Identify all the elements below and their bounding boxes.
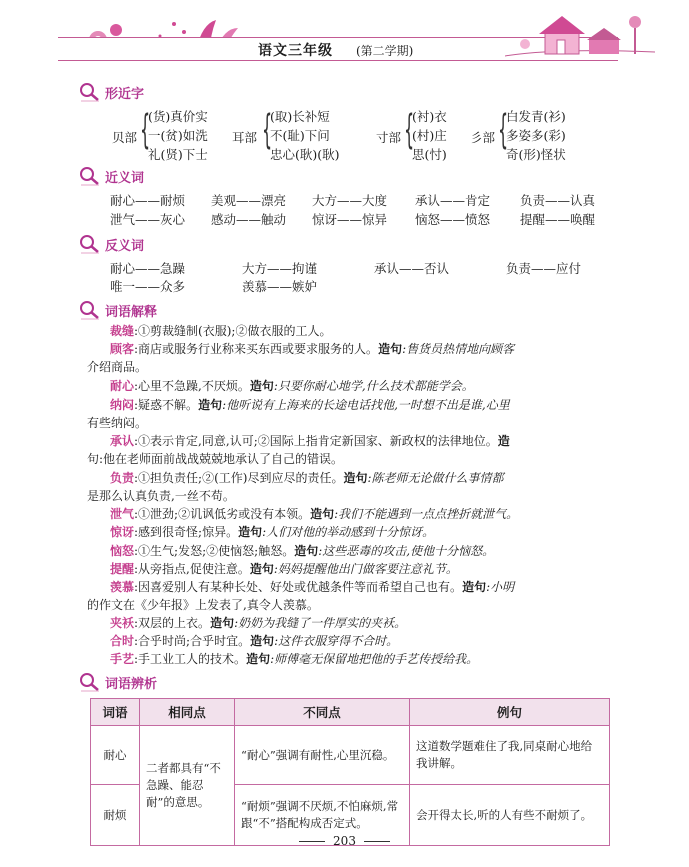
entry-xieqi: [110, 505, 614, 523]
book-subtitle: (第二学期): [356, 44, 414, 58]
entry-word: 承认: [110, 434, 135, 448]
list-item: 不(耻)下问: [270, 128, 330, 143]
example-label: 造句: [249, 562, 274, 576]
entry-jingya: [110, 523, 614, 541]
entry-fuze: [110, 469, 614, 487]
list-item: 一(贫)如洗: [148, 128, 208, 143]
column-header: 不同点: [235, 699, 410, 726]
example-label: 句: [87, 452, 100, 466]
example-text: :我们不能遇到一点点挫折就泄气。: [334, 507, 519, 521]
entry-chengren: [110, 432, 614, 450]
section-ciyubianxi: [79, 672, 157, 692]
example-label: 造句: [250, 634, 275, 648]
entry-word: 羡慕: [110, 580, 135, 594]
section-title: 反义词: [105, 238, 145, 254]
entry-word: 手艺: [110, 652, 135, 666]
entry-jiaao: [110, 614, 614, 632]
list-item: (村)庄: [412, 128, 447, 143]
magnifier-icon: [79, 234, 101, 254]
entry-definition: :感到很奇怪;惊异。: [134, 525, 239, 539]
example-text: :奶奶为我缝了一件厚实的夹袄。: [234, 616, 407, 630]
example-text: 介绍商品。: [87, 360, 148, 374]
list-item: 奇(形)怪状: [506, 147, 566, 162]
group-label: 寸部: [376, 130, 402, 145]
example-label: 造句: [294, 544, 319, 558]
entry-word: 裁缝: [110, 324, 135, 338]
example-label: 造句: [210, 616, 235, 630]
example-text: :这些恶毒的攻击,使他十分恼怒。: [318, 544, 495, 558]
list-item: 多姿多(彩): [506, 128, 566, 143]
entry-xianmu: [110, 578, 614, 596]
entry-heshi: [110, 632, 614, 650]
example-label: 造句: [249, 379, 274, 393]
word-pair: 负责——应付: [506, 261, 582, 276]
entry-word: 提醒: [110, 562, 135, 576]
entry-definition: :因喜爱别人有某种长处、好处或优越条件等而希望自己也有。: [134, 580, 463, 594]
section-xingjinzi: [79, 82, 144, 102]
entry-tixing: [110, 560, 614, 578]
entry-definition: :疑惑不解。: [134, 398, 199, 412]
section-title: 词语解释: [105, 304, 158, 320]
example-label: 造句: [246, 652, 271, 666]
section-fanyici: [79, 234, 144, 254]
brace: {: [140, 107, 151, 153]
section-ciyujieshi: [79, 300, 157, 320]
antonym-row: [110, 259, 620, 277]
list-item: (取)长补短: [270, 109, 330, 124]
entry-word: 纳闷: [110, 398, 135, 412]
example-label: 造句: [378, 342, 403, 356]
magnifier-icon: [79, 82, 101, 102]
entry-definition: :①表示肯定,同意,认可;②国际上指肯定新国家、新政权的法律地位。: [134, 434, 498, 448]
table-cell-word: 耐烦: [91, 785, 140, 846]
table-header-row: [91, 699, 610, 726]
example-label: 造句: [310, 507, 335, 521]
book-title: 语文三年级: [258, 43, 333, 59]
entry-guke: [110, 340, 614, 358]
column-header: 相同点: [140, 699, 235, 726]
example-label: 造句: [343, 471, 368, 485]
table-cell-word: 耐心: [91, 726, 140, 785]
entry-naonu: [110, 542, 614, 560]
example-text: :陈老师无论做什么事情都: [367, 471, 504, 485]
entry-word: 顾客: [110, 342, 135, 356]
entry-chengren-cont: [87, 450, 614, 468]
page-number-text: 203: [333, 834, 356, 848]
list-item: 思(忖): [412, 147, 447, 162]
word-pair: 唯一——众多: [110, 279, 186, 294]
magnifier-icon: [79, 300, 101, 320]
entry-word: 夹袄: [110, 616, 135, 630]
decorative-house-icon: [505, 8, 655, 60]
example-label: 造: [497, 434, 510, 448]
entry-definition: :合乎时尚;合乎时宜。: [134, 634, 251, 648]
column-header: 例句: [410, 699, 610, 726]
list-item: 忠心(耿)(耿): [270, 147, 340, 162]
word-pair: 承认——肯定: [415, 193, 491, 208]
word-pair: 大方——大度: [312, 193, 388, 208]
page-header: [0, 0, 689, 62]
word-pair: 耐心——耐烦: [110, 193, 186, 208]
word-pair: 美观——漂亮: [211, 193, 287, 208]
divider: [299, 841, 325, 842]
word-pair: 感动——触动: [211, 212, 287, 227]
example-text: :这件衣服穿得不合时。: [274, 634, 399, 648]
example-text: :售货员热情地向顾客: [402, 342, 515, 356]
divider: [364, 841, 390, 842]
entry-definition: :手工业工人的技术。: [134, 652, 247, 666]
table-row: [91, 726, 610, 785]
example-label: 造句: [462, 580, 487, 594]
entry-xianmu-cont: [87, 596, 614, 614]
entry-fuze-cont: [87, 487, 614, 505]
entry-definition: :从旁指点,促使注意。: [134, 562, 250, 576]
section-title: 近义词: [105, 170, 145, 186]
word-pair: 羡慕——嫉妒: [242, 279, 318, 294]
entry-caifeng: [110, 322, 614, 340]
word-pair: 提醒——唤醒: [520, 212, 596, 227]
table-cell-diff: “耐烦”强调不厌烦,不怕麻烦,常跟“不”搭配构成否定式。: [235, 785, 410, 846]
group-3-lines: [412, 107, 447, 164]
table-cell-same: 二者都具有“不急躁、能忍耐”的意思。: [140, 726, 235, 846]
group-2-lines: [270, 107, 340, 164]
entry-definition: :①剪裁缝制(衣服);②做衣服的工人。: [134, 324, 332, 338]
brace: {: [404, 107, 415, 153]
entry-word: 泄气: [110, 507, 135, 521]
group-label: 彡部: [470, 130, 496, 145]
magnifier-icon: [79, 166, 101, 186]
entry-word: 合时: [110, 634, 135, 648]
example-text: 的作文在《少年报》上发表了,真令人羡慕。: [87, 598, 319, 612]
word-pair: 泄气——灰心: [110, 212, 186, 227]
example-label: 造句: [198, 398, 223, 412]
entry-namen: [110, 396, 614, 414]
column-header: 词语: [91, 699, 140, 726]
example-text: 有些纳闷。: [87, 416, 148, 430]
list-item: 白发青(衫): [506, 109, 566, 124]
list-item: 礼(贤)下士: [148, 147, 208, 162]
antonym-row: [110, 277, 620, 295]
entry-definition: :①泄劲;②讥讽低劣或没有本领。: [134, 507, 311, 521]
example-text: :小明: [486, 580, 515, 594]
table-cell-example: 这道数学题难住了我,同桌耐心地给我讲解。: [410, 726, 610, 785]
list-item: (衬)衣: [412, 109, 447, 124]
entry-shouyi: [110, 650, 614, 668]
example-text: :人们对他的举动感到十分惊讶。: [262, 525, 435, 539]
group-label: 贝部: [112, 130, 138, 145]
word-pair: 承认——否认: [374, 261, 450, 276]
comparison-table: [90, 698, 610, 846]
entry-definition: :①生气;发怒;②使恼怒;触怒。: [134, 544, 295, 558]
page-number: [0, 834, 689, 848]
group-1-lines: [148, 107, 208, 164]
section-jinyici: [79, 166, 144, 186]
table-cell-diff: “耐心”强调有耐性,心里沉稳。: [235, 726, 410, 785]
entry-word: 负责: [110, 471, 135, 485]
list-item: (货)真价实: [148, 109, 208, 124]
example-label: 造句: [238, 525, 263, 539]
section-title: 词语辨析: [105, 676, 158, 692]
entry-naixin: [110, 377, 614, 395]
section-title: 形近字: [105, 86, 145, 102]
entry-definition: :商店或服务行业称来买东西或要求服务的人。: [134, 342, 379, 356]
group-4-lines: [506, 107, 566, 164]
word-pair: 负责——认真: [520, 193, 596, 208]
synonym-row: [110, 210, 620, 228]
brace: {: [262, 107, 273, 153]
entry-word: 耐心: [110, 379, 135, 393]
example-text: :他在老师面前战战兢兢地承认了自己的错误。: [99, 452, 344, 466]
word-pair: 恼怒——愤怒: [415, 212, 491, 227]
entry-namen-cont: [87, 414, 614, 432]
entry-definition: :①担负责任;②(工作)尽到应尽的责任。: [134, 471, 344, 485]
example-text: 是那么认真负责,一丝不苟。: [87, 489, 235, 503]
synonym-row: [110, 191, 620, 209]
word-pair: 大方——拘谨: [242, 261, 318, 276]
entry-definition: :双层的上衣。: [134, 616, 211, 630]
example-text: :妈妈提醒他出门做客要注意礼节。: [273, 562, 458, 576]
brace: {: [498, 107, 509, 153]
table-cell-example: 会开得太长,听的人有些不耐烦了。: [410, 785, 610, 846]
magnifier-icon: [79, 672, 101, 692]
entry-guke-cont: [87, 358, 614, 376]
word-pair: 耐心——急躁: [110, 261, 186, 276]
entry-word: 惊讶: [110, 525, 135, 539]
entry-word: 恼怒: [110, 544, 135, 558]
example-text: :师傅毫无保留地把他的手艺传授给我。: [270, 652, 479, 666]
example-text: :他听说有上海来的长途电话找他,一时想不出是谁,心里: [222, 398, 510, 412]
group-label: 耳部: [232, 130, 258, 145]
word-pair: 惊讶——惊异: [312, 212, 388, 227]
example-text: :只要你耐心地学,什么技术都能学会。: [273, 379, 474, 393]
entry-definition: :心里不急躁,不厌烦。: [134, 379, 250, 393]
